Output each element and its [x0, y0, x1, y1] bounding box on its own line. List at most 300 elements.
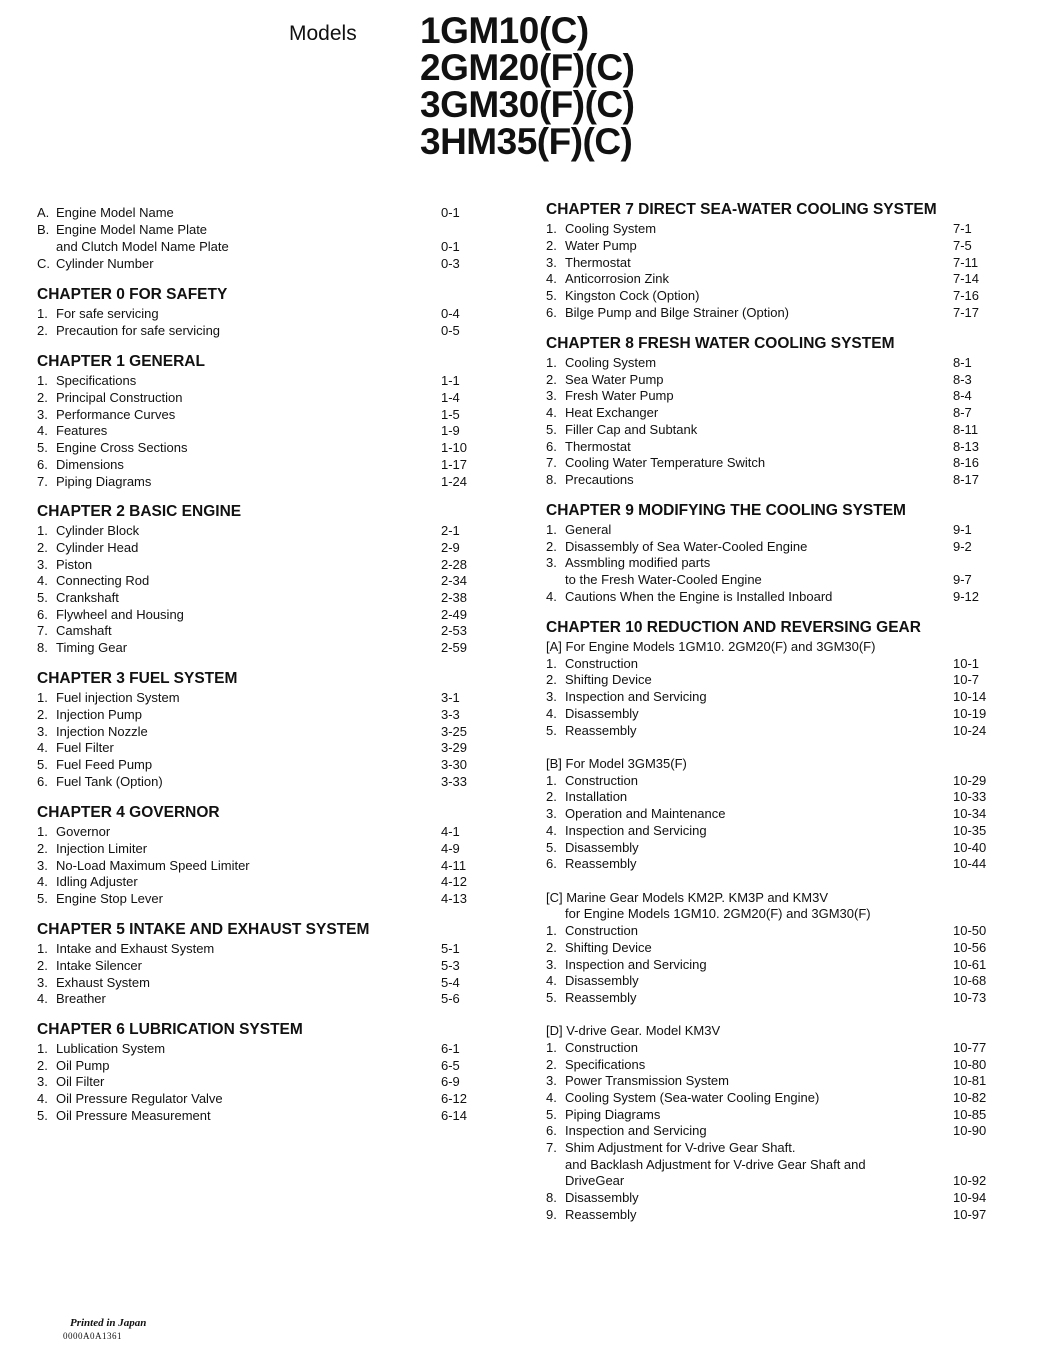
- entry-title: Construction: [565, 1040, 638, 1055]
- toc-entry[interactable]: [37, 373, 477, 390]
- entry-number: 3.: [37, 975, 48, 990]
- toc-entry[interactable]: [546, 405, 996, 422]
- entry-title: Cautions When the Engine is Installed Inboard: [565, 589, 833, 604]
- entry-page-number: 10-68: [953, 973, 987, 988]
- toc-entry[interactable]: [37, 1058, 477, 1075]
- toc-entry[interactable]: [546, 957, 996, 974]
- toc-entry[interactable]: [546, 840, 996, 857]
- entry-title: Inspection and Servicing: [565, 957, 707, 972]
- entry-number: 4.: [546, 973, 557, 988]
- entry-number: 3.: [546, 957, 557, 972]
- entry-number: 4.: [37, 423, 48, 438]
- entry-page-number: 7-14: [953, 271, 980, 286]
- toc-entry[interactable]: [37, 440, 477, 457]
- toc-entry[interactable]: [546, 1057, 996, 1074]
- chapter-heading: CHAPTER 3 FUEL SYSTEM: [37, 670, 238, 687]
- entry-page-number: 10-7: [953, 672, 980, 687]
- entry-page-number: 10-92: [953, 1173, 987, 1188]
- toc-entry[interactable]: [546, 288, 996, 305]
- toc-entry[interactable]: [546, 923, 996, 940]
- toc-entry[interactable]: [37, 841, 477, 858]
- entry-page-number: 7-11: [953, 255, 979, 270]
- entry-title: Engine Stop Lever: [56, 891, 163, 906]
- entry-number: 1.: [37, 306, 48, 321]
- entry-title: Idling Adjuster: [56, 874, 138, 889]
- entry-number: 3.: [37, 407, 48, 422]
- entry-number: 4.: [37, 740, 48, 755]
- entry-page-number: 1-5: [441, 407, 460, 422]
- entry-page-number: 10-50: [953, 923, 987, 938]
- toc-entry[interactable]: [37, 623, 477, 640]
- entry-title: Lublication System: [56, 1041, 166, 1056]
- entry-title: Fuel Feed Pump: [56, 757, 153, 772]
- entry-page-number: 7-1: [953, 221, 972, 236]
- entry-number: 5.: [37, 1108, 48, 1123]
- toc-entry[interactable]: [546, 1173, 996, 1190]
- toc-entry[interactable]: [546, 522, 996, 539]
- entry-page-number: 1-4: [441, 390, 460, 405]
- entry-number: 4.: [37, 874, 48, 889]
- entry-title: Intake Silencer: [56, 958, 142, 973]
- entry-number: 4.: [546, 589, 557, 604]
- entry-number: 1.: [546, 522, 557, 537]
- toc-entry[interactable]: [37, 590, 477, 607]
- toc-entry[interactable]: [546, 672, 996, 689]
- toc-entry[interactable]: [546, 1123, 996, 1140]
- entry-page-number: 10-14: [953, 689, 987, 704]
- chapter-heading: CHAPTER 1 GENERAL: [37, 353, 205, 370]
- entry-number: 3.: [37, 858, 48, 873]
- entry-page-number: 10-80: [953, 1057, 987, 1072]
- toc-entry[interactable]: [37, 757, 477, 774]
- entry-page-number: 0-1: [441, 239, 460, 254]
- entry-page-number: 2-28: [441, 557, 468, 572]
- toc-entry[interactable]: [37, 991, 477, 1008]
- entry-page-number: 10-94: [953, 1190, 987, 1205]
- entry-title: Filler Cap and Subtank: [565, 422, 698, 437]
- toc-entry[interactable]: [546, 940, 996, 957]
- entry-number: 2.: [546, 1057, 557, 1072]
- entry-number: 1.: [546, 923, 557, 938]
- entry-number: 3.: [546, 806, 557, 821]
- entry-page-number: 7-16: [953, 288, 980, 303]
- entry-number: 8.: [546, 472, 557, 487]
- toc-entry[interactable]: [546, 1107, 996, 1124]
- toc-entry[interactable]: [37, 740, 477, 757]
- entry-title: Operation and Maintenance: [565, 806, 726, 821]
- entry-title: Shifting Device: [565, 940, 652, 955]
- section-subheading: for Engine Models 1GM10. 2GM20(F) and 3GM30(F): [565, 906, 871, 921]
- entry-page-number: 3-33: [441, 774, 468, 789]
- toc-entry[interactable]: [546, 305, 996, 322]
- entry-title: Reassembly: [565, 723, 637, 738]
- entry-page-number: 10-56: [953, 940, 987, 955]
- entry-page-number: 0-1: [441, 205, 460, 220]
- toc-entry[interactable]: [546, 1090, 996, 1107]
- toc-entry[interactable]: [546, 823, 996, 840]
- toc-entry[interactable]: [37, 891, 477, 908]
- entry-number: 7.: [37, 623, 48, 638]
- entry-page-number: 10-1: [953, 656, 980, 671]
- entry-page-number: 10-44: [953, 856, 987, 871]
- toc-entry[interactable]: [546, 539, 996, 556]
- entry-title: Oil Pressure Regulator Valve: [56, 1091, 223, 1106]
- entry-title: Construction: [565, 656, 638, 671]
- entry-number: 7.: [546, 455, 557, 470]
- entry-page-number: 2-49: [441, 607, 468, 622]
- document-code: 0000A0A1361: [63, 1331, 122, 1341]
- entry-title: and Clutch Model Name Plate: [56, 239, 229, 254]
- model-list: [420, 12, 634, 160]
- entry-page-number: 10-82: [953, 1090, 987, 1105]
- entry-number: 6.: [37, 607, 48, 622]
- entry-number: 3.: [546, 388, 557, 403]
- entry-title: Camshaft: [56, 623, 112, 638]
- model-name: 2GM20(F)(C): [420, 47, 635, 88]
- entry-title: Inspection and Servicing: [565, 689, 707, 704]
- toc-entry[interactable]: [37, 858, 477, 875]
- toc-entry[interactable]: [37, 640, 477, 657]
- toc-entry[interactable]: [546, 472, 996, 489]
- entry-page-number: 2-38: [441, 590, 468, 605]
- entry-page-number: 10-77: [953, 1040, 987, 1055]
- model-name: 1GM10(C): [420, 10, 589, 51]
- toc-entry[interactable]: [546, 455, 996, 472]
- entry-page-number: 10-29: [953, 773, 987, 788]
- entry-number: 1.: [546, 355, 557, 370]
- toc-entry[interactable]: [546, 422, 996, 439]
- entry-title: Installation: [565, 789, 628, 804]
- toc-entry[interactable]: [546, 706, 996, 723]
- toc-entry[interactable]: [37, 474, 477, 491]
- chapter-heading: CHAPTER 5 INTAKE AND EXHAUST SYSTEM: [37, 921, 370, 938]
- entry-page-number: 6-12: [441, 1091, 468, 1106]
- toc-entry[interactable]: [546, 806, 996, 823]
- entry-number: 7.: [546, 1140, 557, 1155]
- entry-number: 2.: [546, 940, 557, 955]
- entry-title: Shim Adjustment for V-drive Gear Shaft.: [565, 1140, 796, 1155]
- entry-page-number: 8-16: [953, 455, 980, 470]
- entry-page-number: 10-35: [953, 823, 987, 838]
- entry-page-number: 3-29: [441, 740, 468, 755]
- printed-in-japan: Printed in Japan: [70, 1317, 147, 1329]
- entry-number: 1.: [37, 373, 48, 388]
- entry-page-number: 4-9: [441, 841, 460, 856]
- entry-title: Cylinder Block: [56, 523, 140, 538]
- entry-page-number: 5-4: [441, 975, 460, 990]
- entry-title: Reassembly: [565, 1207, 637, 1222]
- entry-title: Disassembly: [565, 1190, 639, 1205]
- entry-title: Injection Pump: [56, 707, 142, 722]
- entry-number: 5.: [546, 288, 557, 303]
- entry-page-number: 9-2: [953, 539, 972, 554]
- entry-title: Thermostat: [565, 439, 631, 454]
- chapter-heading: CHAPTER 0 FOR SAFETY: [37, 286, 228, 303]
- entry-title: Fresh Water Pump: [565, 388, 674, 403]
- entry-title: Specifications: [56, 373, 137, 388]
- entry-number: C.: [37, 256, 50, 271]
- entry-number: 4.: [546, 405, 557, 420]
- entry-title: Inspection and Servicing: [565, 1123, 707, 1138]
- entry-number: 1.: [546, 221, 557, 236]
- entry-title: Construction: [565, 773, 638, 788]
- entry-number: 6.: [546, 305, 557, 320]
- entry-page-number: 10-85: [953, 1107, 987, 1122]
- toc-entry[interactable]: [37, 540, 477, 557]
- toc-entry[interactable]: [546, 1040, 996, 1057]
- toc-entry[interactable]: [546, 689, 996, 706]
- toc-entry[interactable]: [546, 1207, 996, 1224]
- entry-number: 6.: [546, 856, 557, 871]
- toc-entry[interactable]: [546, 1140, 996, 1157]
- entry-title: Thermostat: [565, 255, 631, 270]
- entry-title: Cooling System: [565, 221, 657, 236]
- entry-number: 2.: [546, 238, 557, 253]
- toc-entry[interactable]: [37, 774, 477, 791]
- toc-entry[interactable]: [37, 222, 477, 239]
- toc-entry[interactable]: [37, 724, 477, 741]
- entry-page-number: 10-90: [953, 1123, 987, 1138]
- toc-entry[interactable]: [37, 1074, 477, 1091]
- toc-entry[interactable]: [546, 973, 996, 990]
- entry-number: 4.: [546, 1090, 557, 1105]
- entry-page-number: 10-97: [953, 1207, 987, 1222]
- entry-title: Disassembly of Sea Water-Cooled Engine: [565, 539, 808, 554]
- entry-number: 6.: [37, 774, 48, 789]
- entry-number: 3.: [546, 555, 557, 570]
- entry-title: Injection Nozzle: [56, 724, 148, 739]
- entry-page-number: 10-24: [953, 723, 987, 738]
- toc-entry[interactable]: [37, 874, 477, 891]
- entry-title: Intake and Exhaust System: [56, 941, 215, 956]
- entry-number: 3.: [37, 1074, 48, 1089]
- model-name: 3HM35(F)(C): [420, 121, 633, 162]
- toc-entry[interactable]: [546, 990, 996, 1007]
- entry-number: 2.: [37, 323, 48, 338]
- entry-page-number: 3-3: [441, 707, 460, 722]
- entry-number: 4.: [37, 573, 48, 588]
- entry-title: Exhaust System: [56, 975, 150, 990]
- entry-title: Sea Water Pump: [565, 372, 664, 387]
- toc-entry[interactable]: [546, 572, 996, 589]
- toc-entry[interactable]: [546, 355, 996, 372]
- entry-page-number: 0-3: [441, 256, 460, 271]
- entry-title: Cooling System: [565, 355, 657, 370]
- toc-entry[interactable]: [546, 555, 996, 572]
- entry-page-number: 2-34: [441, 573, 468, 588]
- toc-entry[interactable]: [546, 789, 996, 806]
- toc-entry[interactable]: [546, 238, 996, 255]
- entry-number: 6.: [37, 457, 48, 472]
- entry-number: 5.: [37, 891, 48, 906]
- entry-number: 2.: [37, 1058, 48, 1073]
- entry-page-number: 4-11: [441, 858, 467, 873]
- toc-entry[interactable]: [37, 557, 477, 574]
- entry-number: 8.: [37, 640, 48, 655]
- toc-entry[interactable]: [546, 589, 996, 606]
- toc-entry[interactable]: [37, 323, 477, 340]
- toc-entry[interactable]: [546, 1157, 996, 1174]
- entry-title: Fuel Filter: [56, 740, 114, 755]
- entry-number: 2.: [546, 372, 557, 387]
- entry-page-number: 4-13: [441, 891, 468, 906]
- entry-number: 3.: [37, 724, 48, 739]
- toc-entry[interactable]: [37, 824, 477, 841]
- entry-title: Crankshaft: [56, 590, 119, 605]
- entry-page-number: 10-81: [953, 1073, 987, 1088]
- toc-entry[interactable]: [546, 773, 996, 790]
- entry-title: Disassembly: [565, 706, 639, 721]
- toc-entry[interactable]: [546, 1073, 996, 1090]
- entry-page-number: 2-53: [441, 623, 468, 638]
- entry-title: Performance Curves: [56, 407, 176, 422]
- toc-entry[interactable]: [37, 457, 477, 474]
- entry-page-number: 8-11: [953, 422, 979, 437]
- section-subheading: [D] V-drive Gear. Model KM3V: [546, 1023, 721, 1038]
- entry-title: Disassembly: [565, 973, 639, 988]
- entry-title: Fuel Tank (Option): [56, 774, 163, 789]
- toc-entry[interactable]: [546, 1190, 996, 1207]
- entry-number: 5.: [546, 1107, 557, 1122]
- entry-number: 6.: [546, 1123, 557, 1138]
- entry-title: Engine Cross Sections: [56, 440, 188, 455]
- entry-number: 2.: [546, 789, 557, 804]
- toc-entry[interactable]: [546, 656, 996, 673]
- entry-page-number: 9-12: [953, 589, 980, 604]
- entry-title: Breather: [56, 991, 106, 1006]
- entry-number: 1.: [546, 656, 557, 671]
- entry-title: For safe servicing: [56, 306, 159, 321]
- entry-number: 4.: [37, 1091, 48, 1106]
- entry-number: 1.: [37, 824, 48, 839]
- entry-number: 4.: [546, 823, 557, 838]
- model-name: 3GM30(F)(C): [420, 84, 635, 125]
- entry-number: 2.: [37, 540, 48, 555]
- toc-entry[interactable]: [37, 958, 477, 975]
- entry-title: Water Pump: [565, 238, 637, 253]
- entry-title: Specifications: [565, 1057, 646, 1072]
- entry-page-number: 7-17: [953, 305, 980, 320]
- entry-title: Inspection and Servicing: [565, 823, 707, 838]
- entry-title: Shifting Device: [565, 672, 652, 687]
- entry-page-number: 5-3: [441, 958, 460, 973]
- toc-entry[interactable]: [37, 707, 477, 724]
- entry-page-number: 3-30: [441, 757, 468, 772]
- entry-title: Oil Pump: [56, 1058, 110, 1073]
- toc-entry[interactable]: [37, 1041, 477, 1058]
- entry-title: Governor: [56, 824, 111, 839]
- entry-page-number: 8-7: [953, 405, 972, 420]
- entry-title: Reassembly: [565, 990, 637, 1005]
- toc-entry[interactable]: [37, 573, 477, 590]
- entry-number: 1.: [37, 941, 48, 956]
- entry-page-number: 5-6: [441, 991, 460, 1006]
- toc-entry[interactable]: [37, 256, 477, 273]
- entry-page-number: 2-1: [441, 523, 460, 538]
- toc-entry[interactable]: [546, 388, 996, 405]
- entry-number: 2.: [37, 958, 48, 973]
- entry-title: Oil Pressure Measurement: [56, 1108, 211, 1123]
- entry-number: B.: [37, 222, 50, 237]
- entry-title: Construction: [565, 923, 638, 938]
- entry-page-number: 6-9: [441, 1074, 460, 1089]
- entry-number: 3.: [37, 557, 48, 572]
- toc-entry[interactable]: [37, 975, 477, 992]
- entry-page-number: 8-13: [953, 439, 980, 454]
- toc-entry[interactable]: [546, 372, 996, 389]
- chapter-heading: CHAPTER 7 DIRECT SEA-WATER COOLING SYSTEM: [546, 201, 937, 218]
- entry-title: Connecting Rod: [56, 573, 150, 588]
- entry-number: 3.: [546, 1073, 557, 1088]
- entry-page-number: 9-7: [953, 572, 972, 587]
- entry-page-number: 4-12: [441, 874, 468, 889]
- toc-entry[interactable]: [37, 407, 477, 424]
- entry-title: Fuel injection System: [56, 690, 180, 705]
- entry-page-number: 0-4: [441, 306, 460, 321]
- entry-title: Anticorrosion Zink: [565, 271, 670, 286]
- entry-number: 1.: [37, 523, 48, 538]
- toc-entry[interactable]: [37, 523, 477, 540]
- entry-number: 2.: [546, 672, 557, 687]
- toc-entry[interactable]: [37, 690, 477, 707]
- entry-page-number: 8-17: [953, 472, 980, 487]
- entry-number: 1.: [546, 1040, 557, 1055]
- entry-title: Piping Diagrams: [565, 1107, 661, 1122]
- toc-entry[interactable]: [37, 306, 477, 323]
- toc-entry[interactable]: [546, 856, 996, 873]
- toc-entry[interactable]: [37, 390, 477, 407]
- entry-page-number: 5-1: [441, 941, 460, 956]
- toc-entry[interactable]: [37, 607, 477, 624]
- toc-entry[interactable]: [37, 1091, 477, 1108]
- toc-entry[interactable]: [37, 239, 477, 256]
- entry-title: Cooling Water Temperature Switch: [565, 455, 766, 470]
- entry-title: Oil Filter: [56, 1074, 105, 1089]
- models-label: Models: [289, 22, 357, 45]
- section-subheading: [A] For Engine Models 1GM10. 2GM20(F) and 3GM30(F): [546, 639, 876, 654]
- toc-entry[interactable]: [546, 255, 996, 272]
- entry-title: Timing Gear: [56, 640, 128, 655]
- entry-title: Bilge Pump and Bilge Strainer (Option): [565, 305, 790, 320]
- entry-page-number: 1-24: [441, 474, 468, 489]
- entry-title: Engine Model Name Plate: [56, 222, 208, 237]
- chapter-heading: CHAPTER 10 REDUCTION AND REVERSING GEAR: [546, 619, 921, 636]
- entry-title: DriveGear: [565, 1173, 625, 1188]
- toc-entry[interactable]: [546, 221, 996, 238]
- entry-number: 3.: [546, 255, 557, 270]
- entry-title: and Backlash Adjustment for V-drive Gear Shaft and: [565, 1157, 866, 1172]
- entry-number: 2.: [37, 707, 48, 722]
- entry-page-number: 1-10: [441, 440, 468, 455]
- toc-entry[interactable]: [37, 205, 477, 222]
- entry-number: 1.: [546, 773, 557, 788]
- entry-title: Injection Limiter: [56, 841, 148, 856]
- toc-entry[interactable]: [546, 271, 996, 288]
- entry-number: 9.: [546, 1207, 557, 1222]
- entry-title: Disassembly: [565, 840, 639, 855]
- entry-page-number: 6-14: [441, 1108, 468, 1123]
- toc-entry[interactable]: [546, 723, 996, 740]
- entry-title: Piston: [56, 557, 93, 572]
- toc-entry[interactable]: [37, 1108, 477, 1125]
- entry-number: 5.: [37, 440, 48, 455]
- entry-number: 7.: [37, 474, 48, 489]
- toc-entry[interactable]: [37, 941, 477, 958]
- toc-entry[interactable]: [546, 439, 996, 456]
- toc-entry[interactable]: [37, 423, 477, 440]
- chapter-heading: CHAPTER 2 BASIC ENGINE: [37, 503, 242, 520]
- entry-page-number: 2-59: [441, 640, 468, 655]
